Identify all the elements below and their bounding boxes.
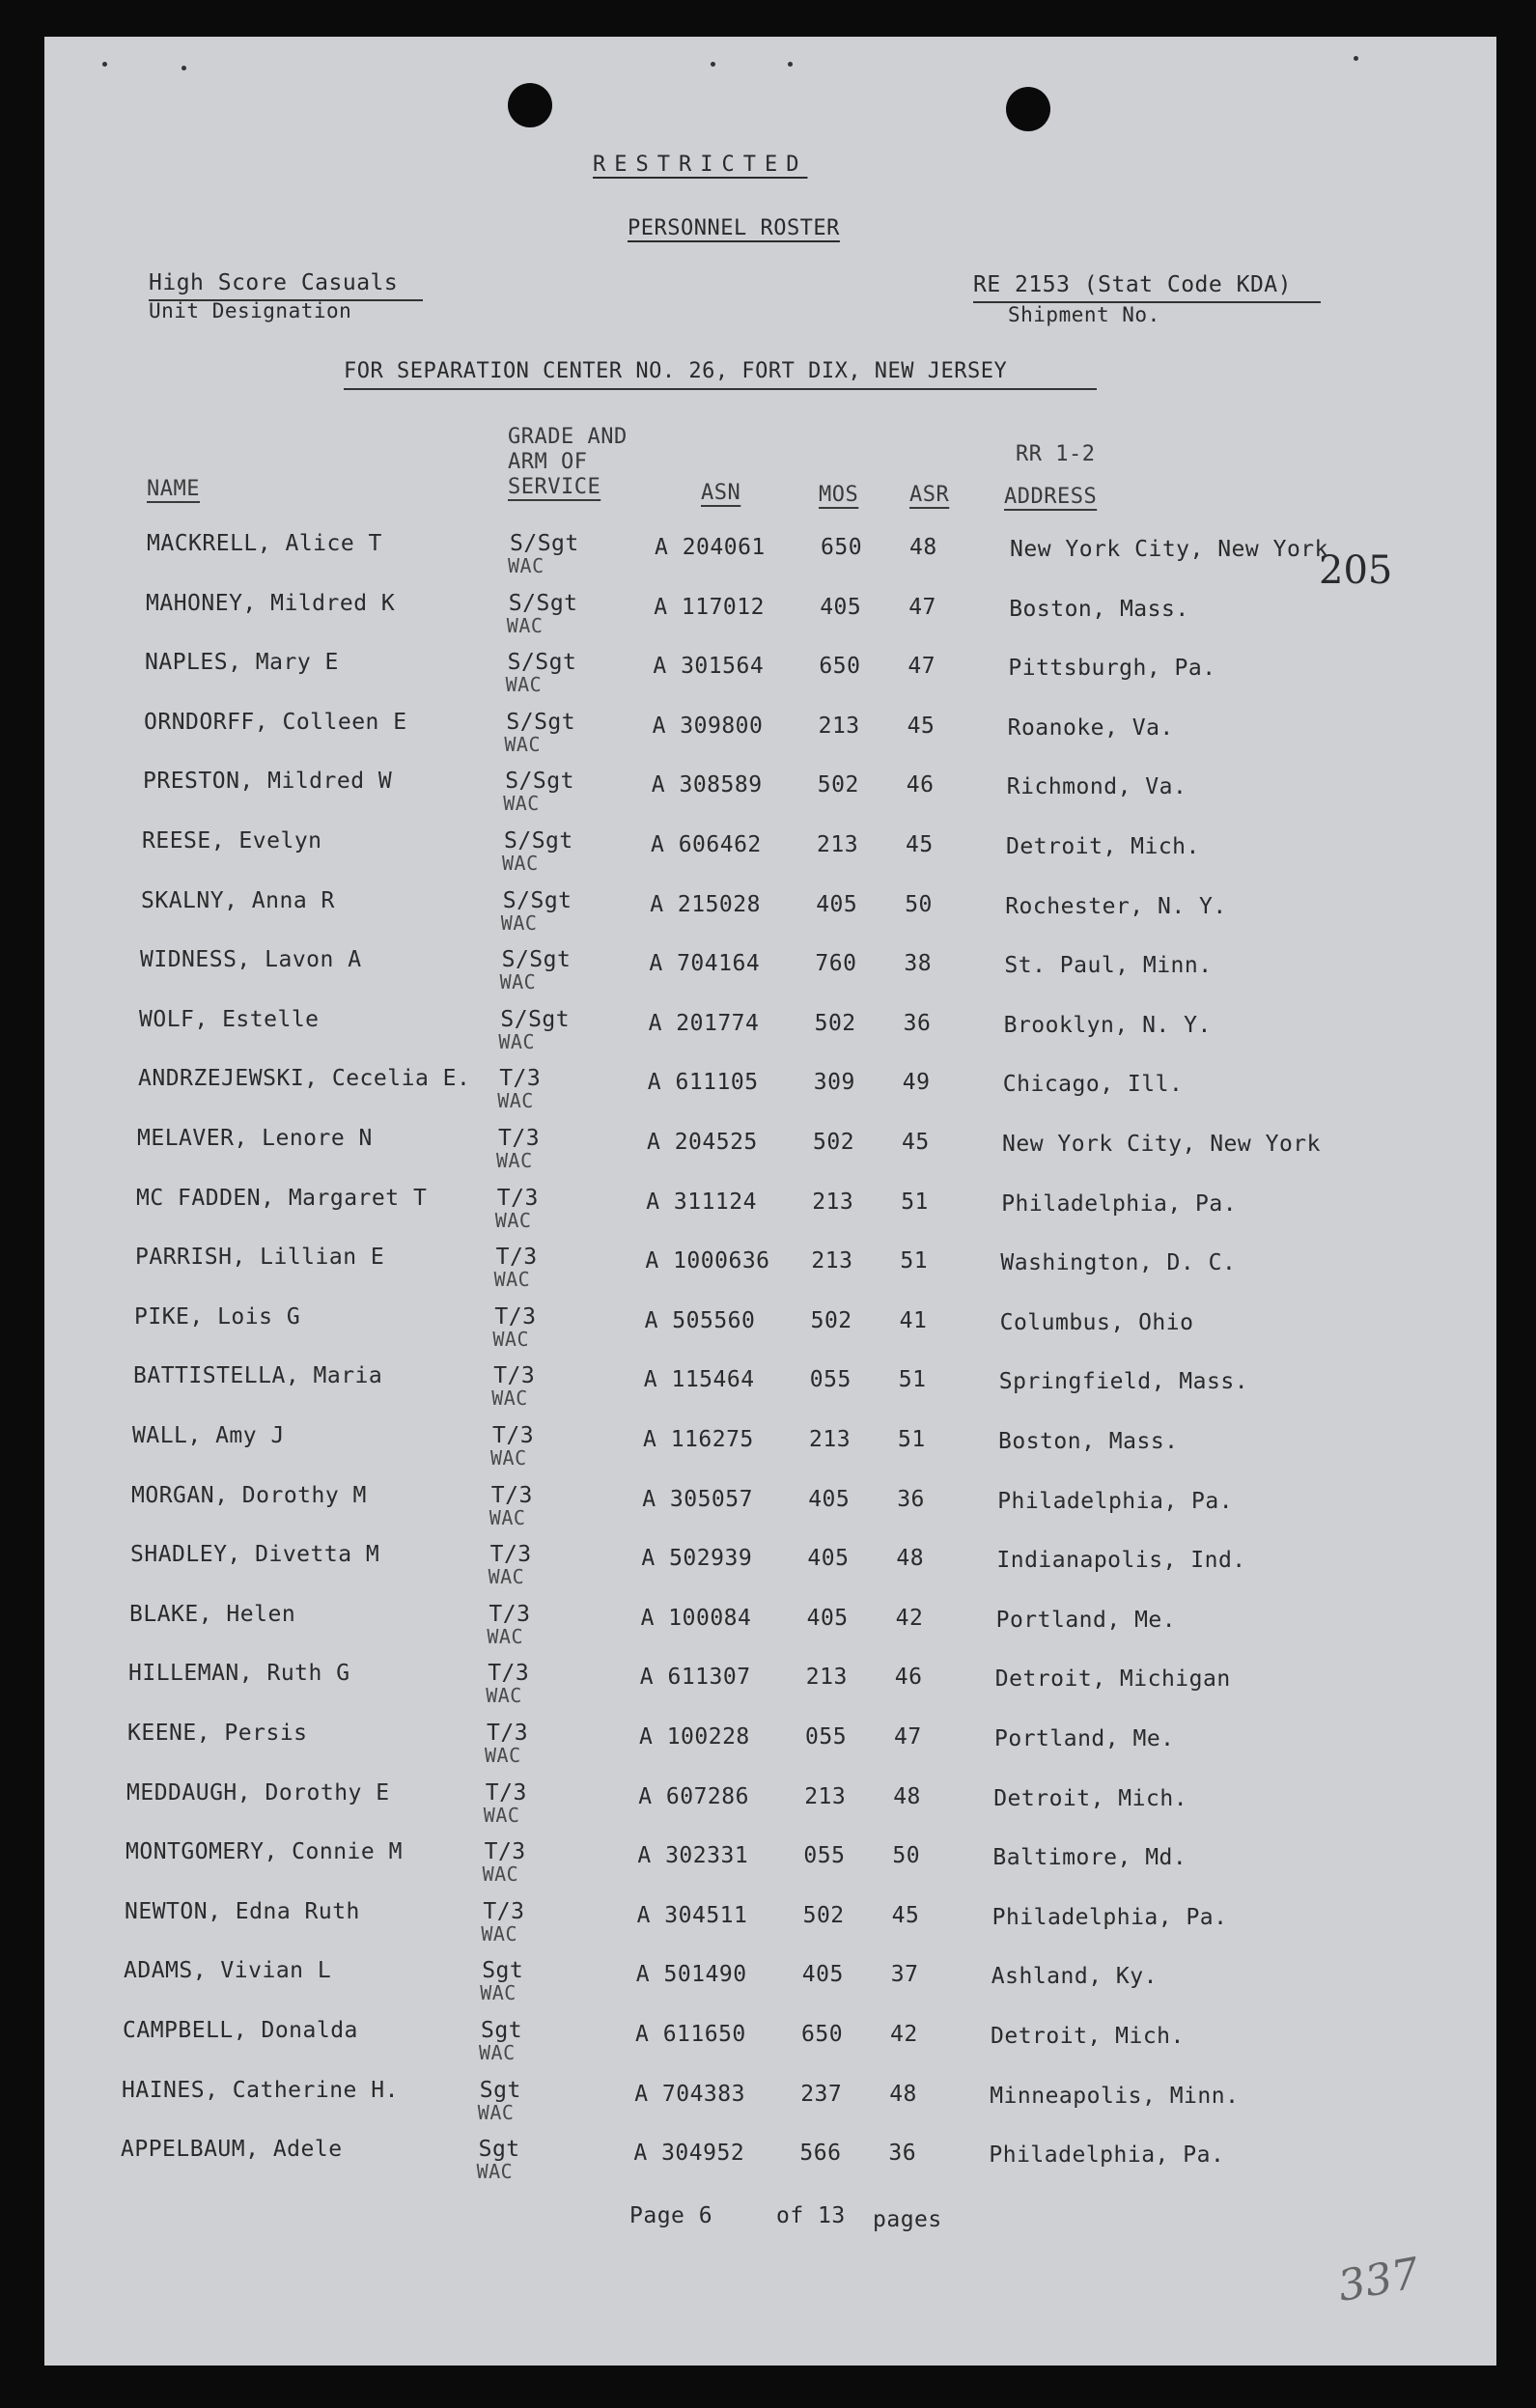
cell-mos: 405 xyxy=(806,1605,849,1631)
cell-asn: A 704383 xyxy=(634,2081,745,2107)
cell-name: PARRISH, Lillian E xyxy=(135,1245,385,1271)
cell-address: Boston, Mass. xyxy=(998,1429,1179,1454)
cell-mos: 213 xyxy=(812,1189,854,1215)
cell-grade: S/Sgt xyxy=(504,828,573,854)
cell-asn: A 304952 xyxy=(633,2141,745,2167)
cell-asr: 49 xyxy=(902,1070,931,1096)
cell-mos: 213 xyxy=(809,1427,852,1452)
table-row xyxy=(44,1542,1496,1602)
cell-mos: 237 xyxy=(800,2081,843,2107)
cell-grade: Sgt xyxy=(482,1958,524,1984)
cell-grade: T/3 xyxy=(496,1185,539,1211)
cell-grade: S/Sgt xyxy=(507,650,577,676)
col-grade-line2: ARM OF xyxy=(508,450,588,474)
cell-name: CAMPBELL, Donalda xyxy=(123,2018,358,2043)
cell-mos: 405 xyxy=(816,891,858,917)
cell-name: MORGAN, Dorothy M xyxy=(131,1482,367,1508)
cell-asr: 45 xyxy=(891,1902,920,1928)
cell-grade: T/3 xyxy=(489,1601,531,1627)
cell-arm: WAC xyxy=(485,1744,521,1767)
table-row xyxy=(44,1780,1496,1840)
cell-asn: A 204061 xyxy=(655,535,766,560)
cell-mos: 502 xyxy=(802,1902,845,1928)
cell-arm: WAC xyxy=(496,1149,533,1172)
cell-arm: WAC xyxy=(503,792,540,816)
cell-asn: A 100084 xyxy=(640,1605,752,1631)
cell-address: Springfield, Mass. xyxy=(998,1369,1249,1395)
cell-grade: S/Sgt xyxy=(500,1006,571,1032)
table-row xyxy=(44,2078,1496,2138)
cell-address: Philadelphia, Pa. xyxy=(1001,1190,1238,1217)
cell-asn: A 116275 xyxy=(643,1427,754,1452)
cell-arm: WAC xyxy=(497,1089,534,1113)
cell-address: Detroit, Michigan xyxy=(994,1666,1231,1693)
col-address-top: RR 1-2 xyxy=(1016,442,1096,466)
cell-arm: WAC xyxy=(476,2160,514,2184)
cell-arm: WAC xyxy=(477,2100,515,2124)
table-row xyxy=(44,1186,1496,1246)
cell-name: WALL, Amy J xyxy=(132,1423,285,1448)
table-row xyxy=(44,1661,1496,1721)
cell-mos: 650 xyxy=(801,2022,844,2047)
cell-name: MEDDAUGH, Dorothy E xyxy=(126,1779,390,1806)
table-row xyxy=(44,1602,1496,1662)
table-row xyxy=(44,1304,1496,1364)
cell-mos: 055 xyxy=(805,1724,848,1750)
cell-grade: T/3 xyxy=(494,1303,537,1330)
punch-hole-right xyxy=(1006,87,1050,131)
cell-mos: 309 xyxy=(813,1070,855,1096)
unit-designation-label: Unit Designation xyxy=(149,299,352,322)
cell-address: Philadelphia, Pa. xyxy=(991,1904,1228,1930)
cell-asr: 51 xyxy=(898,1367,927,1393)
table-row xyxy=(44,1423,1496,1483)
table-row xyxy=(44,1721,1496,1780)
table-row xyxy=(44,1066,1496,1126)
cell-grade: S/Sgt xyxy=(505,769,574,795)
table-row xyxy=(44,710,1496,770)
cell-name: APPELBAUM, Adele xyxy=(121,2137,343,2163)
cell-asr: 48 xyxy=(896,1546,925,1572)
cell-asr: 46 xyxy=(894,1665,923,1691)
cell-mos: 055 xyxy=(809,1367,852,1393)
cell-asr: 45 xyxy=(906,832,934,857)
table-row xyxy=(44,1126,1496,1186)
table-row xyxy=(44,1007,1496,1067)
cell-mos: 650 xyxy=(819,654,861,680)
page-of: of 13 xyxy=(776,2203,846,2228)
table-row xyxy=(44,650,1496,710)
cell-arm: WAC xyxy=(487,1624,524,1648)
cell-name: NEWTON, Edna Ruth xyxy=(125,1898,360,1924)
unit-designation-value: High Score Casuals xyxy=(149,270,399,295)
col-mos-header: MOS xyxy=(819,483,859,507)
cell-name: NAPLES, Mary E xyxy=(145,650,339,676)
cell-asr: 36 xyxy=(903,1010,932,1036)
cell-name: PIKE, Lois G xyxy=(134,1303,301,1330)
speck xyxy=(1354,56,1358,61)
cell-asn: A 100228 xyxy=(639,1724,750,1750)
page-number: Page 6 xyxy=(629,2203,713,2228)
cell-asn: A 704164 xyxy=(649,951,761,977)
col-asr-header: ASR xyxy=(909,483,950,507)
cell-name: SKALNY, Anna R xyxy=(141,887,335,913)
cell-asn: A 611650 xyxy=(635,2022,746,2047)
cell-mos: 502 xyxy=(814,1010,856,1036)
cell-address: Richmond, Va. xyxy=(1006,774,1187,800)
cell-asn: A 611105 xyxy=(647,1070,759,1096)
cell-arm: WAC xyxy=(493,1268,531,1292)
cell-arm: WAC xyxy=(481,1921,518,1946)
speck xyxy=(711,62,715,67)
table-row xyxy=(44,888,1496,948)
cell-grade: T/3 xyxy=(488,1661,530,1687)
cell-grade: T/3 xyxy=(485,1779,527,1806)
cell-asr: 50 xyxy=(905,891,933,917)
table-row xyxy=(44,1899,1496,1959)
cell-arm: WAC xyxy=(499,970,537,994)
col-asn-header: ASN xyxy=(701,481,741,505)
cell-asr: 48 xyxy=(909,535,937,560)
cell-asn: A 1000636 xyxy=(645,1248,770,1274)
cell-asr: 36 xyxy=(897,1486,925,1512)
cell-address: Rochester, N. Y. xyxy=(1005,893,1227,919)
cell-mos: 405 xyxy=(801,1962,844,1988)
cell-name: WOLF, Estelle xyxy=(139,1006,320,1032)
table-row xyxy=(44,1483,1496,1543)
cell-asn: A 305057 xyxy=(642,1486,753,1512)
cell-asr: 41 xyxy=(899,1307,928,1333)
cell-name: ANDRZEJEWSKI, Cecelia E. xyxy=(138,1066,471,1092)
col-address-header: ADDRESS xyxy=(1004,485,1098,509)
cell-asn: A 308589 xyxy=(651,772,763,798)
destination-line: FOR SEPARATION CENTER NO. 26, FORT DIX, NEW JERSEY xyxy=(344,359,1008,383)
speck xyxy=(182,66,186,70)
cell-asn: A 115464 xyxy=(643,1367,755,1393)
cell-address: New York City, New York xyxy=(1010,537,1328,562)
cell-asr: 45 xyxy=(907,713,936,739)
shipment-label: Shipment No. xyxy=(1008,303,1160,326)
cell-asn: A 204525 xyxy=(647,1130,758,1155)
cell-grade: S/Sgt xyxy=(501,947,572,973)
cell-grade: T/3 xyxy=(489,1542,532,1568)
table-row xyxy=(44,769,1496,828)
cell-arm: WAC xyxy=(488,1565,525,1589)
cell-grade: T/3 xyxy=(499,1066,542,1092)
cell-asr: 48 xyxy=(889,2081,917,2107)
cell-address: Chicago, Ill. xyxy=(1002,1072,1184,1098)
cell-grade: S/Sgt xyxy=(506,709,576,735)
cell-address: St. Paul, Minn. xyxy=(1004,953,1213,979)
table-row xyxy=(44,1839,1496,1899)
cell-asn: A 607286 xyxy=(638,1783,749,1809)
cell-name: ADAMS, Vivian L xyxy=(124,1958,332,1984)
cell-asr: 42 xyxy=(895,1605,924,1631)
handwritten-annotation: 337 xyxy=(1334,2249,1423,2311)
cell-name: ORNDORFF, Colleen E xyxy=(144,709,407,735)
cell-asr: 51 xyxy=(898,1427,926,1452)
cell-grade: Sgt xyxy=(478,2137,520,2163)
table-row xyxy=(44,1245,1496,1304)
cell-arm: WAC xyxy=(482,1862,519,1887)
cell-asn: A 611307 xyxy=(639,1665,751,1691)
cell-arm: WAC xyxy=(504,732,542,756)
cell-grade: Sgt xyxy=(479,2077,521,2103)
col-grade-line3: SERVICE xyxy=(508,475,601,499)
cell-asn: A 606462 xyxy=(651,832,762,857)
cell-name: MELAVER, Lenore N xyxy=(137,1126,373,1151)
cell-arm: WAC xyxy=(491,1386,528,1411)
cell-grade: S/Sgt xyxy=(510,531,579,556)
speck xyxy=(102,62,107,67)
cell-grade: T/3 xyxy=(484,1839,526,1865)
cell-mos: 213 xyxy=(817,832,859,857)
cell-name: BATTISTELLA, Maria xyxy=(133,1363,383,1389)
cell-asn: A 301564 xyxy=(653,654,765,680)
cell-arm: WAC xyxy=(486,1684,522,1708)
cell-arm: WAC xyxy=(502,852,539,875)
cell-asr: 47 xyxy=(908,594,936,620)
cell-mos: 650 xyxy=(821,535,863,560)
cell-arm: WAC xyxy=(480,1981,517,2005)
cell-arm: WAC xyxy=(479,2041,516,2064)
cell-asn: A 302331 xyxy=(637,1843,749,1869)
cell-grade: T/3 xyxy=(493,1363,536,1389)
cell-arm: WAC xyxy=(506,613,544,637)
cell-name: WIDNESS, Lavon A xyxy=(140,947,362,973)
col-grade-line1: GRADE AND xyxy=(508,425,628,449)
cell-grade: T/3 xyxy=(492,1423,535,1448)
cell-asn: A 215028 xyxy=(650,891,761,917)
cell-asr: 47 xyxy=(894,1724,922,1750)
cell-name: KEENE, Persis xyxy=(127,1721,308,1746)
cell-mos: 213 xyxy=(818,713,860,739)
cell-asr: 37 xyxy=(890,1962,919,1988)
cell-arm: WAC xyxy=(494,1208,532,1232)
cell-address: Detroit, Mich. xyxy=(1006,834,1200,859)
cell-address: Columbus, Ohio xyxy=(999,1309,1194,1335)
cell-grade: T/3 xyxy=(498,1126,541,1151)
cell-arm: WAC xyxy=(500,910,538,935)
cell-name: MONTGOMERY, Connie M xyxy=(126,1839,403,1865)
cell-asr: 38 xyxy=(904,951,933,977)
cell-asn: A 201774 xyxy=(648,1010,760,1036)
cell-arm: WAC xyxy=(483,1803,520,1827)
cell-arm: WAC xyxy=(492,1327,530,1351)
cell-mos: 405 xyxy=(808,1486,851,1512)
cell-grade: T/3 xyxy=(495,1245,538,1271)
cell-asn: A 304511 xyxy=(636,1902,748,1928)
cell-arm: WAC xyxy=(508,554,545,577)
cell-name: SHADLEY, Divetta M xyxy=(130,1542,380,1568)
cell-mos: 566 xyxy=(799,2141,842,2167)
table-row xyxy=(44,531,1496,591)
cell-asn: A 311124 xyxy=(646,1189,757,1215)
cell-address: Detroit, Mich. xyxy=(993,1785,1188,1811)
cell-address: Philadelphia, Pa. xyxy=(997,1488,1234,1514)
cell-grade: T/3 xyxy=(487,1721,529,1746)
cell-arm: WAC xyxy=(498,1029,536,1053)
table-row xyxy=(44,1363,1496,1423)
cell-address: Pittsburgh, Pa. xyxy=(1008,656,1216,682)
cell-arm: WAC xyxy=(490,1446,527,1470)
table-row xyxy=(44,1958,1496,2018)
document-page xyxy=(44,37,1496,2366)
cell-mos: 502 xyxy=(810,1307,852,1333)
cell-mos: 055 xyxy=(803,1843,846,1869)
cell-arm: WAC xyxy=(489,1505,526,1529)
table-row xyxy=(44,947,1496,1007)
table-row xyxy=(44,2018,1496,2078)
cell-mos: 213 xyxy=(811,1248,853,1274)
cell-address: Portland, Me. xyxy=(995,1607,1177,1633)
cell-asr: 46 xyxy=(906,772,935,798)
cell-name: MAHONEY, Mildred K xyxy=(146,590,396,616)
cell-address: Detroit, Mich. xyxy=(991,2024,1185,2049)
cell-mos: 213 xyxy=(804,1783,847,1809)
col-name-header: NAME xyxy=(147,477,200,501)
punch-hole-left xyxy=(508,83,552,127)
cell-mos: 760 xyxy=(815,951,857,977)
cell-grade: T/3 xyxy=(483,1898,525,1924)
cell-address: Brooklyn, N. Y. xyxy=(1003,1012,1212,1038)
speck xyxy=(788,62,793,67)
page-title: PERSONNEL ROSTER xyxy=(628,216,840,240)
cell-name: HILLEMAN, Ruth G xyxy=(128,1661,350,1687)
cell-mos: 405 xyxy=(820,594,862,620)
cell-mos: 502 xyxy=(817,772,859,798)
cell-name: PRESTON, Mildred W xyxy=(143,769,393,795)
cell-asn: A 309800 xyxy=(652,713,764,739)
cell-asn: A 502939 xyxy=(641,1546,753,1572)
cell-address: New York City, New York xyxy=(1002,1132,1321,1157)
cell-asn: A 117012 xyxy=(654,594,765,620)
cell-grade: S/Sgt xyxy=(508,590,578,616)
table-row xyxy=(44,591,1496,651)
stamped-number: 205 xyxy=(1319,548,1393,593)
cell-asr: 42 xyxy=(890,2022,918,2047)
cell-asr: 50 xyxy=(892,1843,921,1869)
table-row xyxy=(44,828,1496,888)
cell-address: Boston, Mass. xyxy=(1009,596,1189,622)
cell-asr: 36 xyxy=(888,2141,917,2167)
page-pages: pages xyxy=(873,2207,942,2232)
cell-mos: 502 xyxy=(813,1130,855,1155)
cell-name: HAINES, Catherine H. xyxy=(122,2077,399,2103)
cell-address: Philadelphia, Pa. xyxy=(989,2142,1225,2169)
cell-name: MC FADDEN, Margaret T xyxy=(136,1185,428,1211)
cell-asr: 48 xyxy=(893,1783,921,1809)
cell-asr: 45 xyxy=(902,1130,930,1155)
cell-asn: A 505560 xyxy=(644,1307,756,1333)
cell-name: MACKRELL, Alice T xyxy=(147,531,382,556)
classification-heading: RESTRICTED xyxy=(593,153,808,177)
cell-name: BLAKE, Helen xyxy=(129,1601,296,1627)
shipment-value: RE 2153 (Stat Code KDA) xyxy=(973,272,1292,297)
cell-address: Minneapolis, Minn. xyxy=(990,2083,1240,2109)
cell-asr: 51 xyxy=(900,1248,929,1274)
cell-mos: 405 xyxy=(807,1546,850,1572)
cell-asn: A 501490 xyxy=(635,1962,747,1988)
cell-mos: 213 xyxy=(805,1665,848,1691)
cell-address: Indianapolis, Ind. xyxy=(996,1548,1246,1574)
cell-address: Washington, D. C. xyxy=(1000,1250,1237,1276)
destination-rule xyxy=(344,388,1097,390)
cell-address: Roanoke, Va. xyxy=(1007,714,1174,741)
cell-address: Baltimore, Md. xyxy=(992,1845,1187,1871)
cell-address: Ashland, Ky. xyxy=(991,1964,1158,1990)
cell-grade: Sgt xyxy=(481,2018,523,2043)
cell-asr: 47 xyxy=(908,654,936,680)
cell-grade: T/3 xyxy=(490,1482,533,1508)
cell-asr: 51 xyxy=(901,1189,929,1215)
table-row xyxy=(44,2137,1496,2197)
cell-arm: WAC xyxy=(505,673,543,697)
cell-address: Portland, Me. xyxy=(994,1726,1175,1751)
cell-name: REESE, Evelyn xyxy=(142,828,322,854)
cell-grade: S/Sgt xyxy=(502,887,573,913)
